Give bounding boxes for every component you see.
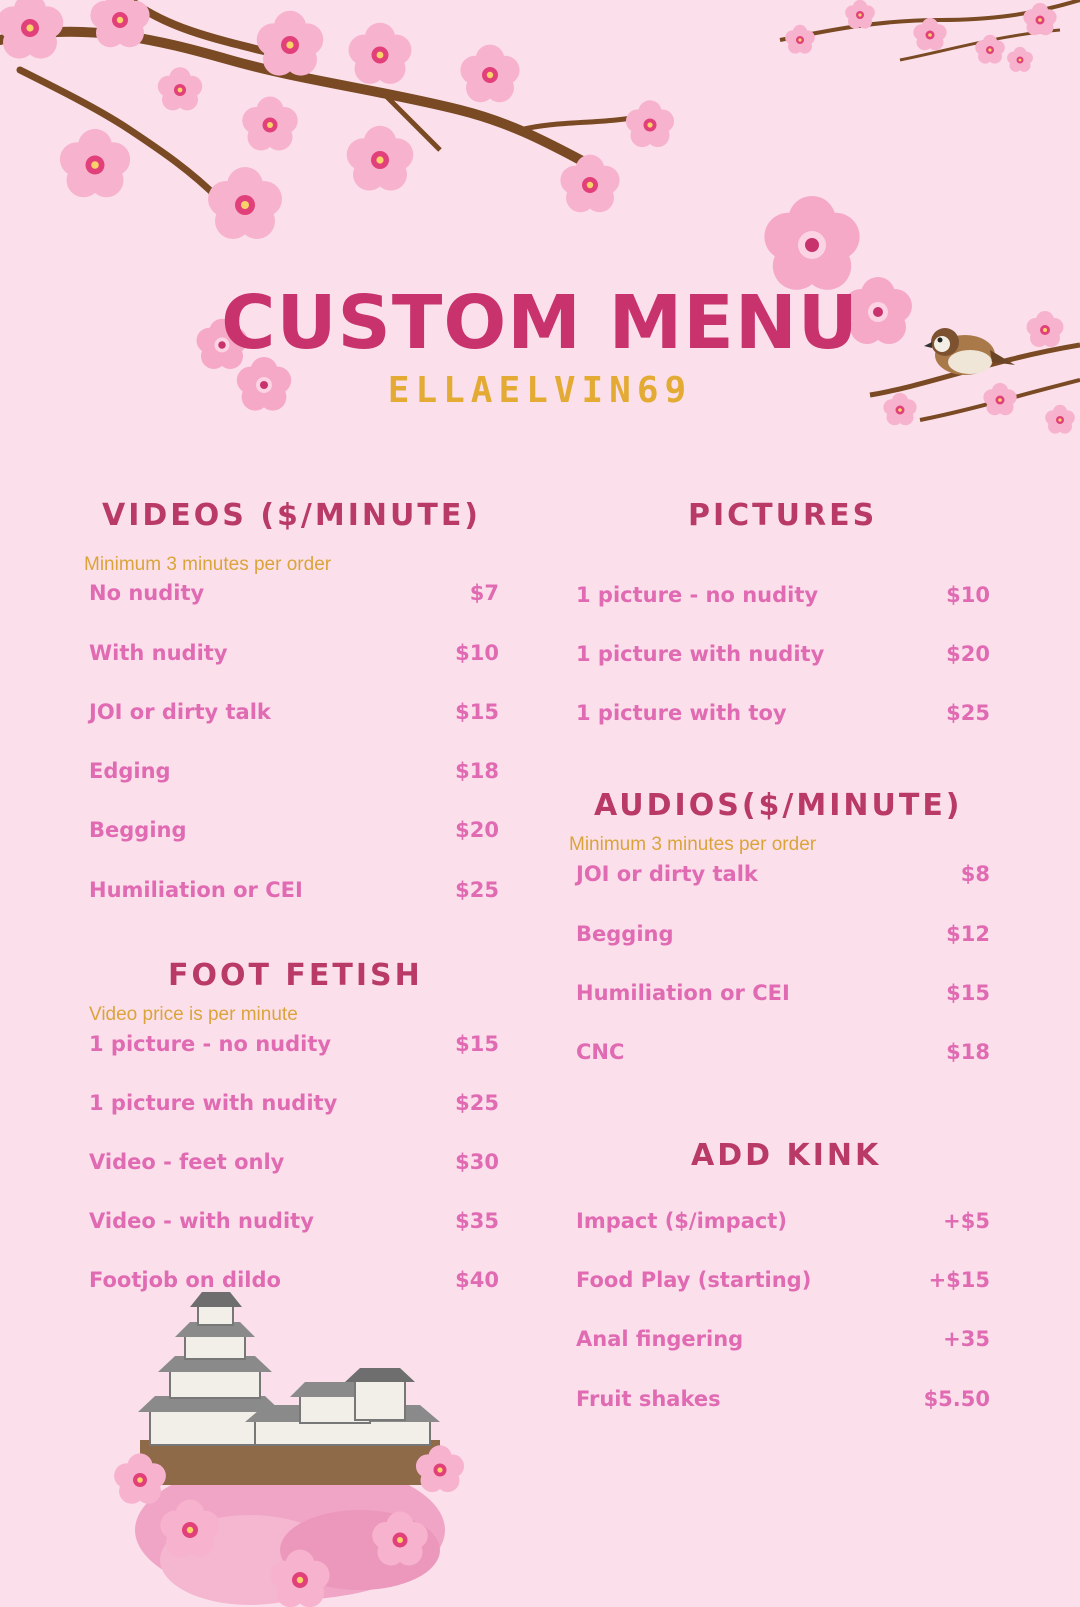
item-price: $5.50 — [923, 1387, 990, 1411]
item-price: $7 — [469, 581, 499, 605]
section-title-add-kink: ADD KINK — [691, 1138, 882, 1173]
item-price: $25 — [455, 878, 499, 902]
item-label: 1 picture - no nudity — [89, 1032, 332, 1056]
item-price: $20 — [946, 642, 990, 666]
menu-title: CUSTOM MENU — [221, 280, 859, 366]
section-title-videos: VIDEOS ($/MINUTE) — [102, 498, 482, 533]
item-price: +35 — [943, 1327, 990, 1351]
item-label: Video - feet only — [89, 1150, 285, 1174]
item-price: $10 — [946, 583, 990, 607]
item-label: Impact ($/impact) — [576, 1209, 787, 1233]
item-price: +$5 — [943, 1209, 990, 1233]
item-price: $10 — [455, 641, 499, 665]
item-label: Humiliation or CEI — [89, 878, 303, 902]
item-label: With nudity — [89, 641, 228, 665]
item-label: Begging — [89, 818, 187, 842]
item-label: Anal fingering — [576, 1327, 744, 1351]
item-price: $8 — [960, 862, 990, 886]
section-note-videos: Minimum 3 minutes per order — [84, 554, 332, 575]
menu-subtitle: ELLAELVIN69 — [387, 370, 693, 411]
item-price: $15 — [455, 700, 499, 724]
item-label: CNC — [576, 1040, 625, 1064]
item-price: $30 — [455, 1150, 499, 1174]
item-label: 1 picture with nudity — [89, 1091, 338, 1115]
item-price: $35 — [455, 1209, 499, 1233]
section-title-audios: AUDIOS($/MINUTE) — [594, 788, 963, 823]
item-label: 1 picture with toy — [576, 701, 787, 725]
item-price: $18 — [455, 759, 499, 783]
item-label: Edging — [89, 759, 171, 783]
japanese-castle-icon — [114, 1292, 464, 1607]
section-note-audios: Minimum 3 minutes per order — [569, 834, 817, 855]
item-label: Food Play (starting) — [576, 1268, 812, 1292]
item-price: $12 — [946, 922, 990, 946]
item-price: $40 — [455, 1268, 499, 1292]
item-label: No nudity — [89, 581, 205, 605]
cherry-branch-top-right-icon — [780, 0, 1080, 72]
section-title-foot-fetish: FOOT FETISH — [168, 958, 423, 993]
item-label: Begging — [576, 922, 674, 946]
item-label: JOI or dirty talk — [576, 862, 758, 886]
section-title-pictures: PICTURES — [688, 498, 878, 533]
item-price: $15 — [946, 981, 990, 1005]
item-label: Video - with nudity — [89, 1209, 314, 1233]
item-label: 1 picture - no nudity — [576, 583, 819, 607]
item-label: Fruit shakes — [576, 1387, 721, 1411]
item-label: Footjob on dildo — [89, 1268, 281, 1292]
item-label: 1 picture with nudity — [576, 642, 825, 666]
item-price: $20 — [455, 818, 499, 842]
section-note-foot-fetish: Video price is per minute — [89, 1004, 298, 1025]
item-label: JOI or dirty talk — [89, 700, 271, 724]
item-price: $25 — [455, 1091, 499, 1115]
item-price: $25 — [946, 701, 990, 725]
item-price: $18 — [946, 1040, 990, 1064]
item-price: +$15 — [928, 1268, 990, 1292]
item-price: $15 — [455, 1032, 499, 1056]
cherry-branch-top-left-icon — [0, 0, 674, 239]
item-label: Humiliation or CEI — [576, 981, 790, 1005]
